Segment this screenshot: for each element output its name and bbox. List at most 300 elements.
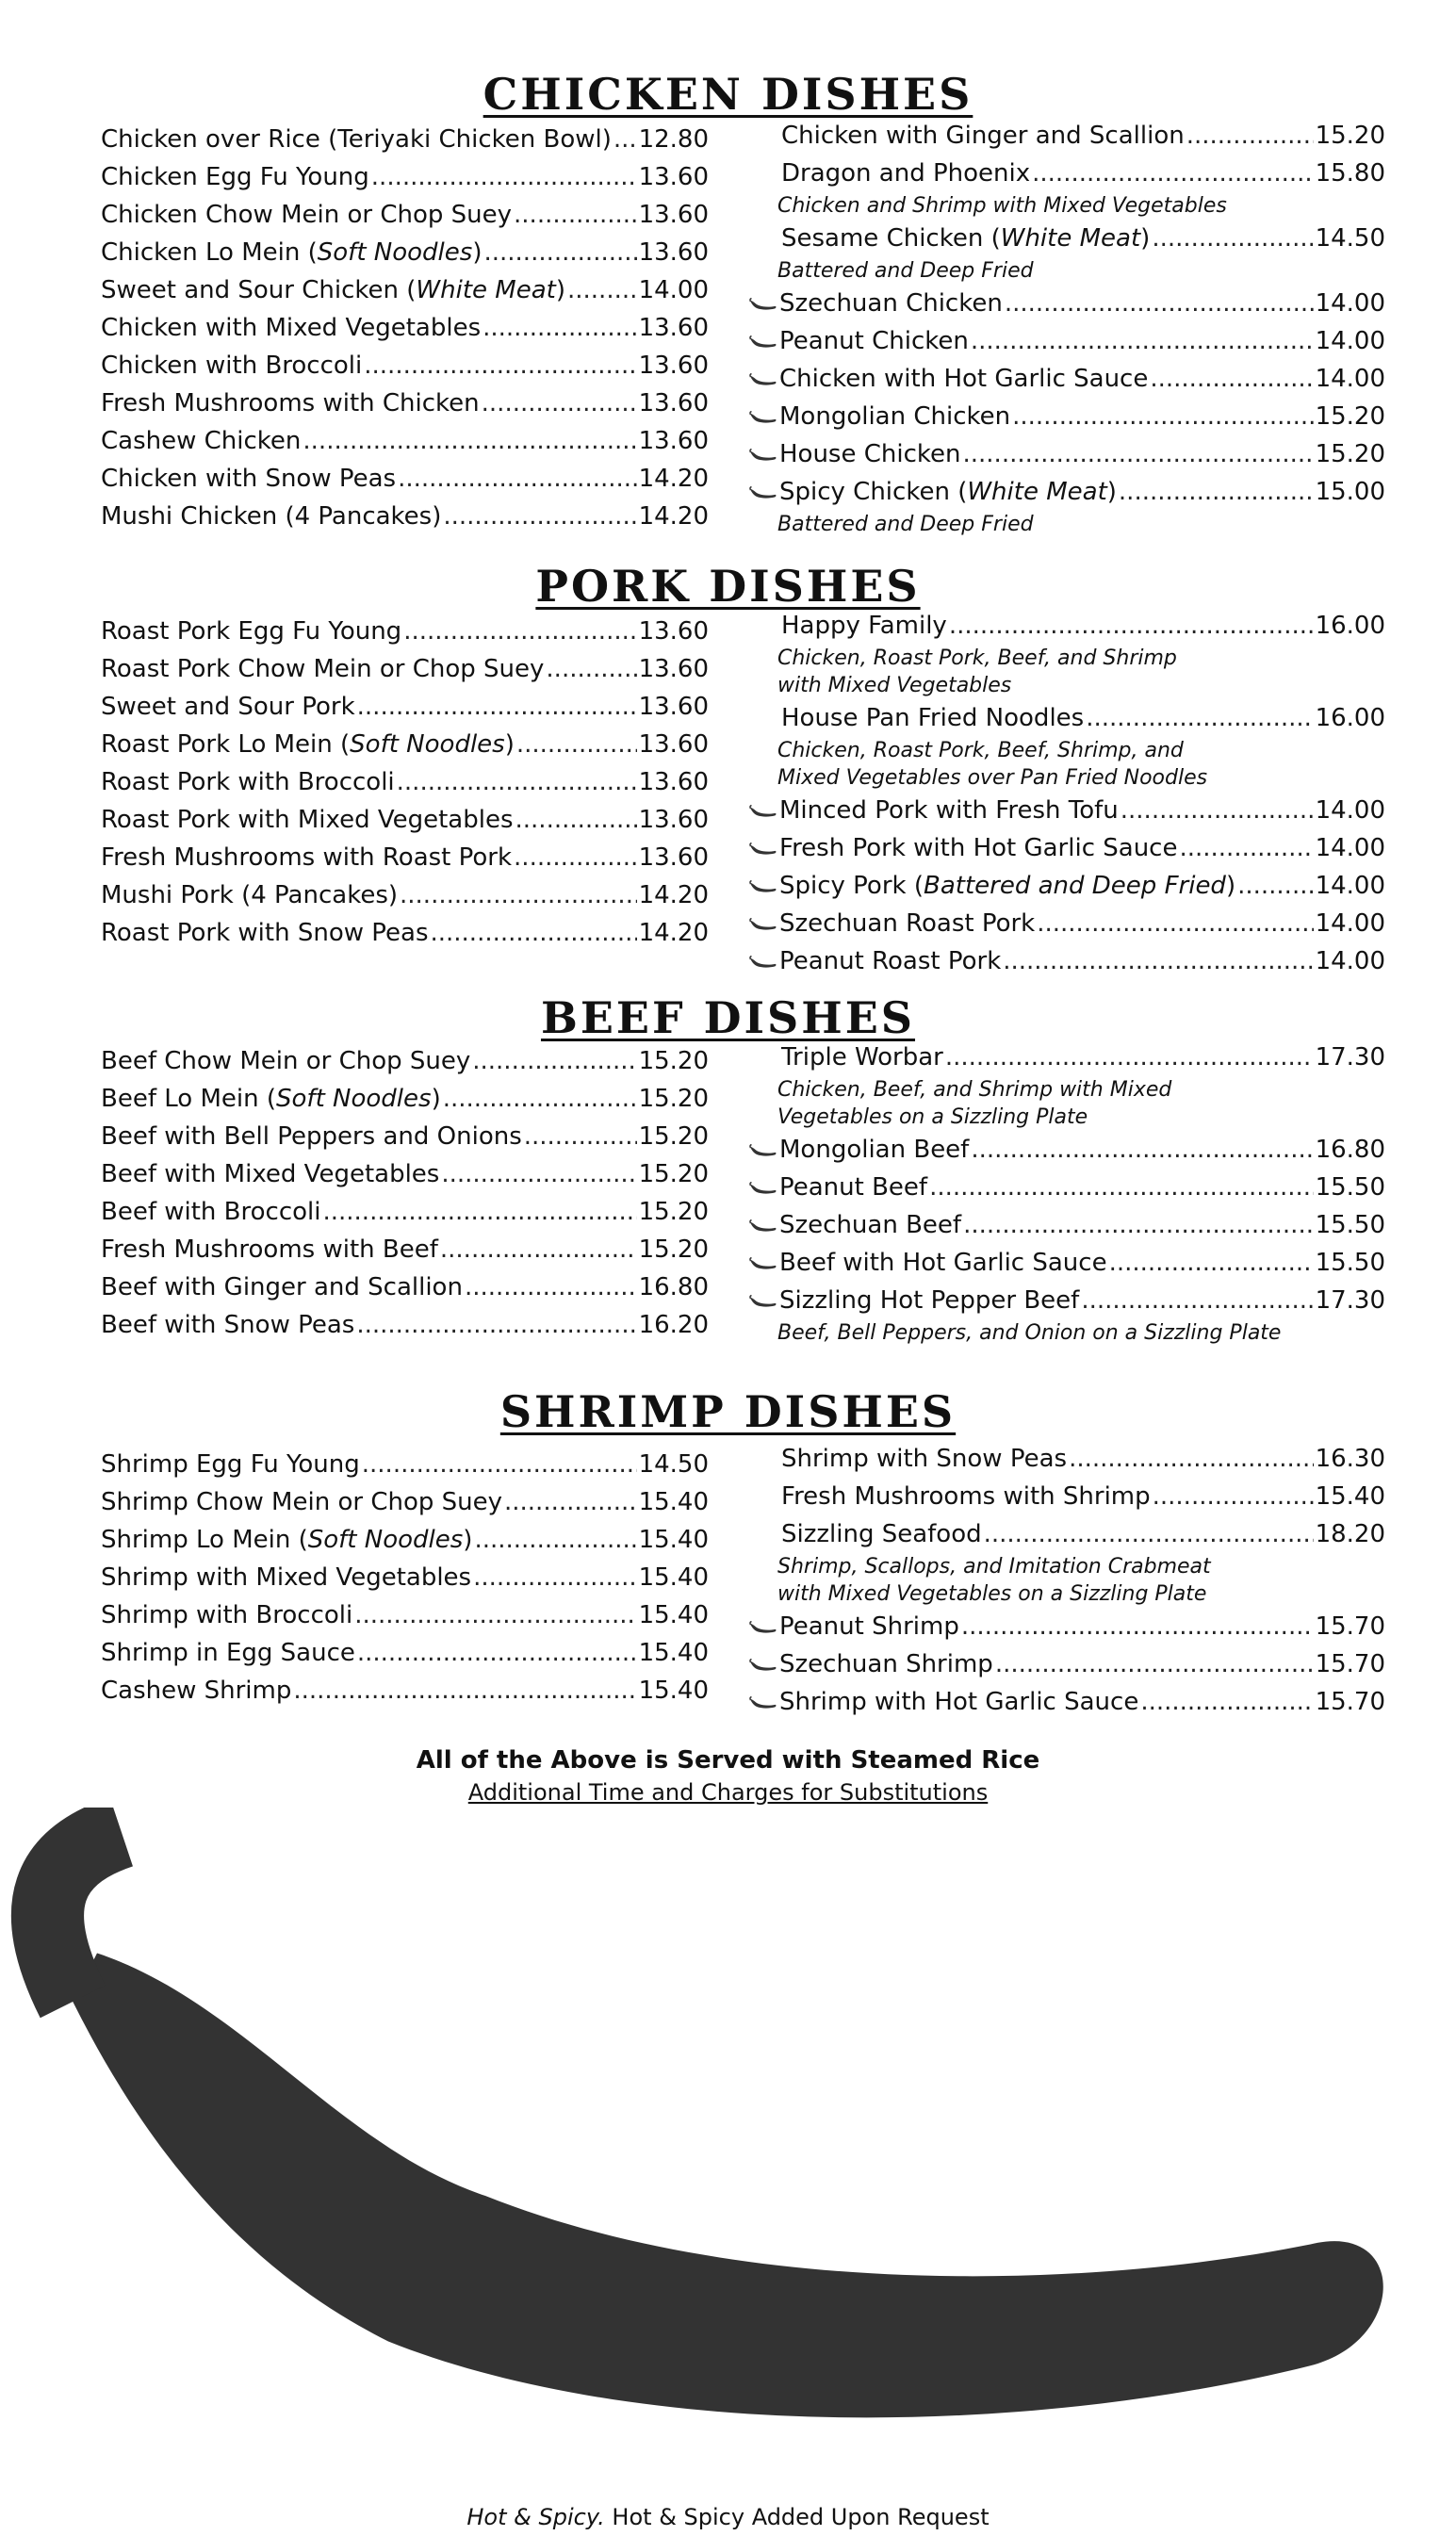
menu-item-description: Vegetables on a Sizzling Plate xyxy=(777,1105,1088,1129)
menu-item-price: 15.40 xyxy=(638,1639,709,1667)
menu-item-price: 15.00 xyxy=(1315,478,1385,506)
leader-dots xyxy=(1121,792,1314,829)
leader-dots xyxy=(963,1206,1314,1244)
menu-item-name: Happy Family xyxy=(781,612,947,640)
menu-item xyxy=(749,220,1385,257)
menu-footer xyxy=(0,1743,1456,2536)
menu-item-price: 15.50 xyxy=(1315,1249,1385,1277)
leader-dots xyxy=(971,322,1314,360)
menu-item-name: Spicy Chicken (White Meat) xyxy=(749,473,1117,511)
menu-item-name: Dragon and Phoenix xyxy=(781,159,1031,188)
hot-pepper-icon xyxy=(749,373,777,386)
menu-item xyxy=(749,1169,1385,1206)
menu-item xyxy=(101,801,709,839)
menu-item-price: 14.00 xyxy=(1315,289,1385,318)
menu-item xyxy=(101,688,709,726)
hot-pepper-icon xyxy=(749,411,777,424)
leader-dots xyxy=(995,1645,1314,1683)
leader-dots xyxy=(397,763,637,801)
menu-item xyxy=(749,1282,1385,1319)
footer-hot-spicy-label: Hot & Spicy. xyxy=(466,2504,605,2530)
menu-item-description: Mixed Vegetables over Pan Fried Noodles xyxy=(777,766,1208,790)
leader-dots xyxy=(440,1231,637,1268)
menu-item-price: 15.50 xyxy=(1315,1211,1385,1239)
menu-item xyxy=(749,155,1385,192)
leader-dots xyxy=(971,1131,1313,1169)
leader-dots xyxy=(356,1306,636,1344)
menu-item-name: Beef with Snow Peas xyxy=(101,1311,355,1339)
menu-item xyxy=(101,1080,709,1118)
menu-item xyxy=(101,839,709,876)
leader-dots xyxy=(473,1559,636,1596)
leader-dots xyxy=(371,158,637,196)
menu-item-price: 15.70 xyxy=(1315,1650,1385,1678)
menu-item xyxy=(101,158,709,196)
menu-item xyxy=(749,322,1385,360)
menu-item-name: Beef with Broccoli xyxy=(101,1198,321,1226)
menu-item-price: 16.80 xyxy=(638,1273,709,1301)
leader-dots xyxy=(303,422,636,460)
leader-dots xyxy=(474,1521,636,1559)
leader-dots xyxy=(567,271,637,309)
menu-item-name: Peanut Roast Pork xyxy=(749,942,1001,980)
leader-dots xyxy=(1086,699,1313,737)
menu-item-price: 13.60 xyxy=(638,314,709,342)
menu-item xyxy=(101,1193,709,1231)
menu-item-price: 15.70 xyxy=(1315,1688,1385,1716)
leader-dots xyxy=(963,435,1314,473)
menu-item-description: Chicken, Roast Pork, Beef, Shrimp, and xyxy=(777,739,1184,762)
menu-item-price: 16.00 xyxy=(1315,704,1385,732)
menu-item xyxy=(749,1440,1385,1478)
menu-item-name: Mushi Chicken (4 Pancakes) xyxy=(101,502,442,531)
menu-item-name: Roast Pork Egg Fu Young xyxy=(101,617,402,646)
leader-dots xyxy=(483,234,636,271)
menu-item-price: 13.60 xyxy=(638,427,709,455)
leader-dots xyxy=(1032,155,1313,192)
menu-item xyxy=(749,792,1385,829)
menu-item-price: 15.80 xyxy=(1315,159,1385,188)
menu-item-price: 15.40 xyxy=(638,1677,709,1705)
menu-item-name: Szechuan Chicken xyxy=(749,285,1003,322)
menu-item-name: Chicken with Ginger and Scallion xyxy=(781,122,1185,150)
menu-item-price: 14.00 xyxy=(1315,796,1385,825)
menu-item xyxy=(749,1039,1385,1076)
menu-item-price: 15.20 xyxy=(1315,402,1385,431)
menu-item-price: 14.00 xyxy=(1315,947,1385,975)
leader-dots xyxy=(1012,398,1313,435)
footer-steamed-rice-note: All of the Above is Served with Steamed Rice xyxy=(416,1746,1040,1775)
leader-dots xyxy=(403,613,636,650)
menu-item xyxy=(749,1645,1385,1683)
leader-dots xyxy=(364,347,636,384)
menu-item xyxy=(749,1244,1385,1282)
leader-dots xyxy=(1081,1282,1313,1319)
leader-dots xyxy=(516,726,637,763)
menu-item-name: Spicy Pork (Battered and Deep Fried) xyxy=(749,867,1235,905)
menu-item-name: Fresh Mushrooms with Roast Pork xyxy=(101,843,513,872)
menu-item-price: 15.20 xyxy=(638,1122,709,1151)
menu-item xyxy=(101,1306,709,1344)
leader-dots xyxy=(1109,1244,1314,1282)
menu-item xyxy=(101,1634,709,1672)
hot-pepper-icon xyxy=(749,1621,777,1634)
leader-dots xyxy=(984,1515,1314,1553)
shrimp-right-column xyxy=(749,1440,1385,1721)
menu-item-price: 17.30 xyxy=(1315,1286,1385,1315)
shrimp-section-title: SHRIMP DISHES xyxy=(499,1386,957,1437)
menu-item-price: 14.20 xyxy=(638,502,709,531)
menu-item-name: Sizzling Hot Pepper Beef xyxy=(749,1282,1079,1319)
leader-dots xyxy=(1119,473,1314,511)
menu-item-name: Chicken Egg Fu Young xyxy=(101,163,369,191)
leader-dots xyxy=(1153,1478,1314,1515)
hot-pepper-icon xyxy=(749,805,777,818)
menu-item-name: Sweet and Sour Pork xyxy=(101,693,355,721)
menu-item-description: Battered and Deep Fried xyxy=(777,513,1034,536)
menu-item xyxy=(749,1608,1385,1645)
menu-item xyxy=(101,1483,709,1521)
menu-item xyxy=(101,460,709,498)
leader-dots xyxy=(400,876,637,914)
menu-item-name: Szechuan Beef xyxy=(749,1206,961,1244)
leader-dots xyxy=(613,121,637,158)
menu-item xyxy=(749,942,1385,980)
menu-item xyxy=(101,1672,709,1710)
menu-item-description: Chicken, Roast Pork, Beef, and Shrimp xyxy=(777,646,1177,670)
menu-item-name: Chicken with Snow Peas xyxy=(101,465,397,493)
leader-dots xyxy=(1140,1683,1313,1721)
menu-item xyxy=(749,1515,1385,1553)
menu-item-price: 18.20 xyxy=(1315,1520,1385,1548)
beef-left-column xyxy=(101,1042,709,1344)
menu-item xyxy=(101,498,709,535)
menu-item-price: 15.20 xyxy=(638,1047,709,1075)
leader-dots xyxy=(1003,942,1313,980)
menu-item xyxy=(101,1596,709,1634)
menu-item-price: 15.20 xyxy=(638,1085,709,1113)
hot-pepper-icon xyxy=(749,449,777,462)
menu-item xyxy=(749,829,1385,867)
menu-item-name: Beef with Ginger and Scallion xyxy=(101,1273,463,1301)
menu-item-price: 14.20 xyxy=(638,881,709,909)
menu-item-name: Shrimp Lo Mein (Soft Noodles) xyxy=(101,1526,473,1554)
menu-item-price: 13.60 xyxy=(638,238,709,267)
menu-item xyxy=(101,1042,709,1080)
menu-item xyxy=(749,117,1385,155)
menu-item-name: Minced Pork with Fresh Tofu xyxy=(749,792,1119,829)
menu-item-price: 14.00 xyxy=(1315,327,1385,355)
menu-item xyxy=(101,1118,709,1155)
menu-item-name: House Chicken xyxy=(749,435,961,473)
menu-item-name: Mongolian Beef xyxy=(749,1131,969,1169)
menu-item-name: Chicken with Mixed Vegetables xyxy=(101,314,482,342)
menu-item-name: Roast Pork with Broccoli xyxy=(101,768,395,796)
leader-dots xyxy=(1179,829,1313,867)
menu-item xyxy=(101,1521,709,1559)
leader-dots xyxy=(504,1483,637,1521)
menu-item-name: Fresh Mushrooms with Shrimp xyxy=(781,1482,1151,1511)
menu-item-price: 14.00 xyxy=(1315,834,1385,862)
chicken-right-column xyxy=(749,117,1385,538)
menu-item-name: Mongolian Chicken xyxy=(749,398,1010,435)
leader-dots xyxy=(515,801,637,839)
hot-pepper-icon xyxy=(749,1295,777,1308)
menu-item-name: Cashew Shrimp xyxy=(101,1677,292,1705)
hot-pepper-icon xyxy=(749,1219,777,1233)
hot-pepper-icon xyxy=(749,843,777,856)
menu-item-price: 16.00 xyxy=(1315,612,1385,640)
hot-pepper-icon xyxy=(749,486,777,499)
menu-item xyxy=(101,1268,709,1306)
menu-item-name: Sizzling Seafood xyxy=(781,1520,982,1548)
menu-item-name: Shrimp with Hot Garlic Sauce xyxy=(749,1683,1138,1721)
menu-item-name: Roast Pork with Mixed Vegetables xyxy=(101,806,514,834)
menu-item-description: Chicken, Beef, and Shrimp with Mixed xyxy=(777,1078,1172,1102)
menu-item-name: Chicken with Hot Garlic Sauce xyxy=(749,360,1148,398)
pork-left-column xyxy=(101,613,709,952)
menu-item xyxy=(101,1559,709,1596)
menu-item-description: Chicken and Shrimp with Mixed Vegetables xyxy=(777,194,1227,218)
menu-item xyxy=(101,196,709,234)
menu-item-price: 13.60 xyxy=(638,617,709,646)
menu-item-price: 15.40 xyxy=(638,1488,709,1516)
menu-item xyxy=(101,422,709,460)
leader-dots xyxy=(443,498,636,535)
leader-dots xyxy=(465,1268,637,1306)
leader-dots xyxy=(524,1118,637,1155)
menu-item-name: Shrimp Egg Fu Young xyxy=(101,1450,360,1479)
menu-item-name: Fresh Mushrooms with Beef xyxy=(101,1235,438,1264)
leader-dots xyxy=(293,1672,636,1710)
leader-dots xyxy=(482,384,637,422)
menu-item-price: 16.20 xyxy=(638,1311,709,1339)
menu-item-name: Chicken with Broccoli xyxy=(101,352,363,380)
menu-item xyxy=(101,876,709,914)
pork-section-title: PORK DISHES xyxy=(535,561,921,612)
menu-item xyxy=(749,360,1385,398)
menu-item-price: 15.70 xyxy=(1315,1612,1385,1641)
menu-item-price: 15.20 xyxy=(638,1198,709,1226)
leader-dots xyxy=(945,1039,1314,1076)
leader-dots xyxy=(1005,285,1314,322)
leader-dots xyxy=(1186,117,1314,155)
beef-right-column xyxy=(749,1039,1385,1347)
hot-pepper-icon xyxy=(749,1144,777,1157)
menu-item-name: Beef with Hot Garlic Sauce xyxy=(749,1244,1107,1282)
menu-item xyxy=(101,1155,709,1193)
menu-item-name: Beef Lo Mein (Soft Noodles) xyxy=(101,1085,441,1113)
menu-item-price: 13.60 xyxy=(638,693,709,721)
leader-dots xyxy=(354,1596,636,1634)
menu-item-price: 13.60 xyxy=(638,352,709,380)
menu-item-price: 17.30 xyxy=(1315,1043,1385,1072)
menu-item-price: 15.40 xyxy=(638,1526,709,1554)
chicken-section-title: CHICKEN DISHES xyxy=(483,69,973,120)
menu-item-name: Sweet and Sour Chicken (White Meat) xyxy=(101,276,565,304)
leader-dots xyxy=(398,460,636,498)
leader-dots xyxy=(949,607,1314,645)
menu-item-price: 12.80 xyxy=(638,125,709,154)
menu-item-name: Fresh Mushrooms with Chicken xyxy=(101,389,480,417)
pork-right-column xyxy=(749,607,1385,980)
menu-item-name: Shrimp with Mixed Vegetables xyxy=(101,1563,472,1592)
menu-item xyxy=(749,607,1385,645)
hot-pepper-icon xyxy=(749,880,777,893)
menu-item xyxy=(101,121,709,158)
menu-item-name: Peanut Shrimp xyxy=(749,1608,959,1645)
menu-item-name: Fresh Pork with Hot Garlic Sauce xyxy=(749,829,1177,867)
menu-item-price: 15.40 xyxy=(638,1601,709,1629)
menu-item-name: Sesame Chicken (White Meat) xyxy=(781,224,1151,253)
menu-item xyxy=(101,726,709,763)
beef-section-title: BEEF DISHES xyxy=(540,992,916,1043)
menu-item xyxy=(101,384,709,422)
hot-pepper-icon xyxy=(749,1182,777,1195)
leader-dots xyxy=(961,1608,1314,1645)
leader-dots xyxy=(514,196,637,234)
leader-dots xyxy=(472,1042,636,1080)
menu-item xyxy=(101,1231,709,1268)
menu-item xyxy=(749,1206,1385,1244)
footer-hot-spicy-request: Hot & Spicy Added Upon Request xyxy=(604,2504,990,2530)
footer-substitutions-note: Additional Time and Charges for Substitutions xyxy=(467,1779,989,1806)
leader-dots xyxy=(357,688,637,726)
menu-item xyxy=(101,1446,709,1483)
leader-dots xyxy=(1237,867,1313,905)
menu-item-name: Roast Pork Chow Mein or Chop Suey xyxy=(101,655,545,683)
menu-item-price: 13.60 xyxy=(638,163,709,191)
hot-pepper-icon xyxy=(0,1808,1456,2487)
menu-item-name: Beef with Bell Peppers and Onions xyxy=(101,1122,522,1151)
menu-item-price: 14.00 xyxy=(638,276,709,304)
menu-item-name: Beef Chow Mein or Chop Suey xyxy=(101,1047,471,1075)
menu-item-name: Shrimp in Egg Sauce xyxy=(101,1639,355,1667)
menu-item-price: 15.20 xyxy=(1315,440,1385,468)
hot-pepper-icon xyxy=(749,1696,777,1710)
menu-item-price: 14.20 xyxy=(638,465,709,493)
menu-item-description: with Mixed Vegetables xyxy=(777,674,1012,697)
menu-item-name: Roast Pork with Snow Peas xyxy=(101,919,429,947)
menu-item-name: Triple Worbar xyxy=(781,1043,943,1072)
menu-item-name: Szechuan Roast Pork xyxy=(749,905,1035,942)
menu-item-name: Mushi Pork (4 Pancakes) xyxy=(101,881,399,909)
menu-item xyxy=(749,398,1385,435)
menu-item xyxy=(749,285,1385,322)
hot-pepper-icon xyxy=(749,1659,777,1672)
menu-item xyxy=(101,271,709,309)
hot-pepper-icon xyxy=(749,956,777,969)
menu-item-name: Shrimp with Snow Peas xyxy=(781,1445,1068,1473)
menu-item-price: 13.60 xyxy=(638,806,709,834)
menu-item xyxy=(749,473,1385,511)
menu-item xyxy=(101,347,709,384)
menu-item xyxy=(749,1478,1385,1515)
menu-item-price: 14.00 xyxy=(1315,909,1385,938)
menu-item-price: 15.40 xyxy=(1315,1482,1385,1511)
menu-item-price: 15.40 xyxy=(638,1563,709,1592)
hot-pepper-icon xyxy=(749,298,777,311)
menu-item-description: Shrimp, Scallops, and Imitation Crabmeat xyxy=(777,1555,1211,1579)
menu-item xyxy=(101,763,709,801)
menu-item xyxy=(749,1683,1385,1721)
hot-pepper-icon xyxy=(749,1257,777,1270)
menu-item-name: House Pan Fried Noodles xyxy=(781,704,1085,732)
leader-dots xyxy=(546,650,636,688)
leader-dots xyxy=(1069,1440,1314,1478)
menu-item-description: with Mixed Vegetables on a Sizzling Plate xyxy=(777,1582,1207,1606)
menu-item-name: Peanut Beef xyxy=(749,1169,927,1206)
menu-item-price: 13.60 xyxy=(638,730,709,759)
menu-item-price: 14.20 xyxy=(638,919,709,947)
menu-item xyxy=(101,309,709,347)
menu-item xyxy=(749,699,1385,737)
leader-dots xyxy=(1037,905,1313,942)
menu-item-price: 14.00 xyxy=(1315,365,1385,393)
leader-dots xyxy=(483,309,636,347)
menu-item-price: 14.00 xyxy=(1315,872,1385,900)
leader-dots xyxy=(430,914,636,952)
menu-item-name: Shrimp Chow Mein or Chop Suey xyxy=(101,1488,502,1516)
menu-item-price: 15.50 xyxy=(1315,1173,1385,1202)
menu-item-price: 16.80 xyxy=(1315,1136,1385,1164)
menu-item xyxy=(749,435,1385,473)
menu-item-price: 16.30 xyxy=(1315,1445,1385,1473)
menu-item xyxy=(749,1131,1385,1169)
chicken-left-column xyxy=(101,121,709,535)
menu-item-name: Chicken Chow Mein or Chop Suey xyxy=(101,201,513,229)
menu-item-name: Cashew Chicken xyxy=(101,427,302,455)
leader-dots xyxy=(362,1446,637,1483)
menu-item xyxy=(101,613,709,650)
menu-item xyxy=(101,914,709,952)
menu-item-description: Battered and Deep Fried xyxy=(777,259,1034,283)
leader-dots xyxy=(929,1169,1313,1206)
menu-item-name: Chicken Lo Mein (Soft Noodles) xyxy=(101,238,483,267)
hot-pepper-icon xyxy=(749,918,777,931)
menu-item xyxy=(101,650,709,688)
menu-item-price: 13.60 xyxy=(638,389,709,417)
leader-dots xyxy=(443,1080,637,1118)
menu-item-price: 13.60 xyxy=(638,768,709,796)
leader-dots xyxy=(1150,360,1313,398)
menu-item-price: 13.60 xyxy=(638,843,709,872)
leader-dots xyxy=(1152,220,1313,257)
menu-item-name: Beef with Mixed Vegetables xyxy=(101,1160,440,1188)
menu-item-name: Szechuan Shrimp xyxy=(749,1645,993,1683)
shrimp-left-column xyxy=(101,1446,709,1710)
menu-item-name: Chicken over Rice (Teriyaki Chicken Bowl) xyxy=(101,125,612,154)
menu-item-name: Shrimp with Broccoli xyxy=(101,1601,353,1629)
menu-item-price: 15.20 xyxy=(1315,122,1385,150)
menu-item xyxy=(749,867,1385,905)
hot-pepper-icon xyxy=(749,335,777,349)
leader-dots xyxy=(514,839,637,876)
footer-hot-spicy-note xyxy=(0,1808,1456,2536)
menu-item-name: Peanut Chicken xyxy=(749,322,969,360)
leader-dots xyxy=(322,1193,636,1231)
menu-item-price: 14.50 xyxy=(638,1450,709,1479)
leader-dots xyxy=(441,1155,636,1193)
menu-item xyxy=(101,234,709,271)
menu-item-price: 13.60 xyxy=(638,201,709,229)
leader-dots xyxy=(357,1634,637,1672)
menu-item-price: 13.60 xyxy=(638,655,709,683)
menu-item-price: 15.20 xyxy=(638,1235,709,1264)
menu-item-price: 15.20 xyxy=(638,1160,709,1188)
menu-item-description: Beef, Bell Peppers, and Onion on a Sizzling Plate xyxy=(777,1321,1282,1345)
menu-item xyxy=(749,905,1385,942)
